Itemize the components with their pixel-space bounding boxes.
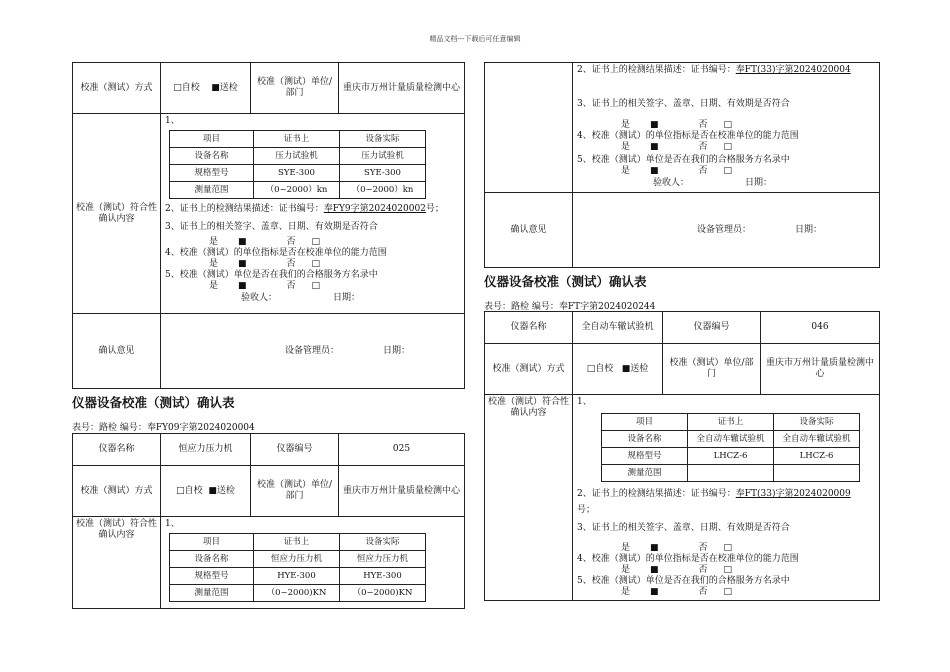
row-model: 规格型号 [170,568,254,585]
range-cert [688,465,774,482]
col-actual: 设备实际 [774,414,860,431]
question-4: 4、校准（测试）的单位指标是否在校准单位的能力范围 [577,131,799,141]
spec-table [601,413,860,482]
form-title-right: 仪器设备校准（测试）确认表 [484,274,647,289]
range-cert: （0~2000)KN [254,585,340,602]
unit-value: 重庆市万州计量质量检测中心 [339,63,465,114]
name-actual: 压力试验机 [340,148,426,165]
cert-number: 奉FY9字第2024020002 [323,204,426,214]
device-name-value: 全自动车辙试验机 [573,312,663,344]
row-model: 规格型号 [170,165,254,182]
unit-value: 重庆市万州计量质量检测中心 [761,344,880,395]
col-item: 项目 [170,131,254,148]
col-cert: 证书上 [254,534,340,551]
answer-4: 是 ■ 否 □ [209,259,321,269]
cert-number: 奉FT(33)字第2024020004 [735,65,851,75]
item-1: 1、 [165,519,180,529]
question-2: 2、证书上的检测结果描述：证书编号：奉FT(33)字第2024020009 [577,489,851,499]
question-5: 5、校准（测试）单位是否在我们的合格服务方名录中 [165,270,378,280]
row-name: 设备名称 [170,551,254,568]
row-range: 测量范围 [170,182,254,199]
method-options [161,63,251,114]
content-label-cont [485,63,573,193]
confirm-label: 确认意见 [73,314,161,389]
name-actual: 恒应力压力机 [340,551,426,568]
name-cert: 全自动车辙试验机 [688,431,774,448]
col-item: 项目 [602,414,688,431]
col-actual: 设备实际 [340,534,426,551]
answer-3: 是 ■ 否 □ [621,120,733,130]
answer-5: 是 ■ 否 □ [621,587,733,597]
col-cert: 证书上 [254,131,340,148]
device-name-label: 仪器名称 [73,434,161,466]
method-options [161,466,251,517]
row-name: 设备名称 [602,431,688,448]
unit-label: 校准（测试）单位/部门 [663,344,761,395]
device-name-value: 恒应力压力机 [161,434,251,466]
send-cal-checkbox[interactable]: ■送检 [211,82,238,93]
content-cell [161,114,465,314]
confirm-label: 确认意见 [485,193,573,268]
receiver-line: 验收人： 日期： [653,178,773,188]
question-4: 4、校准（测试）的单位指标是否在校准单位的能力范围 [165,248,387,258]
unit-value: 重庆市万州计量质量检测中心 [339,466,465,517]
question-2-suffix: 号； [577,505,596,515]
range-actual [774,465,860,482]
confirm-cell: 设备管理员： 日期： [161,314,465,389]
answer-3: 是 ■ 否 □ [621,543,733,553]
content-label: 校准（测试）符合性确认内容 [485,395,573,601]
device-no-value: 046 [761,312,880,344]
item-1: 1、 [165,116,180,126]
model-cert: LHCZ-6 [688,448,774,465]
model-actual: SYE-300 [340,165,426,182]
answer-4: 是 ■ 否 □ [621,142,733,152]
right-top-form [484,62,880,268]
self-cal-checkbox[interactable]: □自校 [173,82,200,93]
spec-table [169,130,426,199]
row-name: 设备名称 [170,148,254,165]
question-3: 3、证书上的相关签字、盖章、日期、有效期是否符合 [577,523,790,533]
content-cell [573,63,880,193]
self-cal-checkbox[interactable]: □自校 [586,363,614,374]
row-range: 测量范围 [170,585,254,602]
left-bottom-form [72,433,465,609]
form-subtitle-right: 表号：路检 编号：奉FT字第2024020244 [484,302,656,312]
content-label: 校准（测试）符合性确认内容 [73,517,161,609]
range-actual: （0~2000)KN [340,585,426,602]
name-cert: 恒应力压力机 [254,551,340,568]
confirm-cell: 设备管理员： 日期： [573,193,880,268]
question-4: 4、校准（测试）的单位指标是否在校准单位的能力范围 [577,554,799,564]
answer-5: 是 ■ 否 □ [209,281,321,291]
row-model: 规格型号 [602,448,688,465]
method-label: 校准（测试）方式 [485,344,573,395]
spec-table [169,533,426,602]
unit-label: 校准（测试）单位/部门 [251,466,339,517]
item-1: 1、 [577,397,592,407]
device-no-label: 仪器编号 [663,312,761,344]
question-2: 2、证书上的检测结果描述：证书编号：奉FY9字第2024020002号； [165,204,444,214]
method-label: 校准（测试）方式 [73,63,161,114]
page-header: 精品文档---下载后可任意编辑 [429,35,521,43]
answer-3: 是 ■ 否 □ [209,237,321,247]
device-no-label: 仪器编号 [251,434,339,466]
col-cert: 证书上 [688,414,774,431]
left-top-form [72,62,465,389]
answer-4: 是 ■ 否 □ [621,565,733,575]
form-subtitle-left: 表号：路检 编号：奉FY09字第2024020004 [72,423,255,433]
question-3: 3、证书上的相关签字、盖章、日期、有效期是否符合 [165,222,378,232]
model-cert: HYE-300 [254,568,340,585]
question-3: 3、证书上的相关签字、盖章、日期、有效期是否符合 [577,99,790,109]
range-actual: （0~2000）kn [340,182,426,199]
model-actual: LHCZ-6 [774,448,860,465]
self-cal-checkbox[interactable]: □自校 [176,485,203,496]
send-cal-checkbox[interactable]: ■送检 [208,485,235,496]
question-5: 5、校准（测试）单位是否在我们的合格服务方名录中 [577,576,790,586]
form-title-left: 仪器设备校准（测试）确认表 [72,395,235,410]
unit-label: 校准（测试）单位/部门 [251,63,339,114]
content-cell [573,395,880,601]
method-label: 校准（测试）方式 [73,466,161,517]
row-range: 测量范围 [602,465,688,482]
content-cell [161,517,465,609]
name-cert: 压力试验机 [254,148,340,165]
answer-5: 是 ■ 否 □ [621,166,733,176]
device-no-value: 025 [339,434,465,466]
right-bottom-form [484,311,880,601]
content-label: 校准（测试）符合性确认内容 [73,114,161,314]
col-item: 项目 [170,534,254,551]
device-name-label: 仪器名称 [485,312,573,344]
col-actual: 设备实际 [340,131,426,148]
question-2: 2、证书上的检测结果描述：证书编号：奉FT(33)字第2024020004 [577,65,851,75]
name-actual: 全自动车辙试验机 [774,431,860,448]
range-cert: （0~2000）kn [254,182,340,199]
model-cert: SYE-300 [254,165,340,182]
receiver-line: 验收人： 日期： [241,293,361,303]
cert-number: 奉FT(33)字第2024020009 [735,489,851,499]
question-5: 5、校准（测试）单位是否在我们的合格服务方名录中 [577,155,790,165]
model-actual: HYE-300 [340,568,426,585]
send-cal-checkbox[interactable]: ■送检 [621,363,649,374]
method-options [573,344,663,395]
